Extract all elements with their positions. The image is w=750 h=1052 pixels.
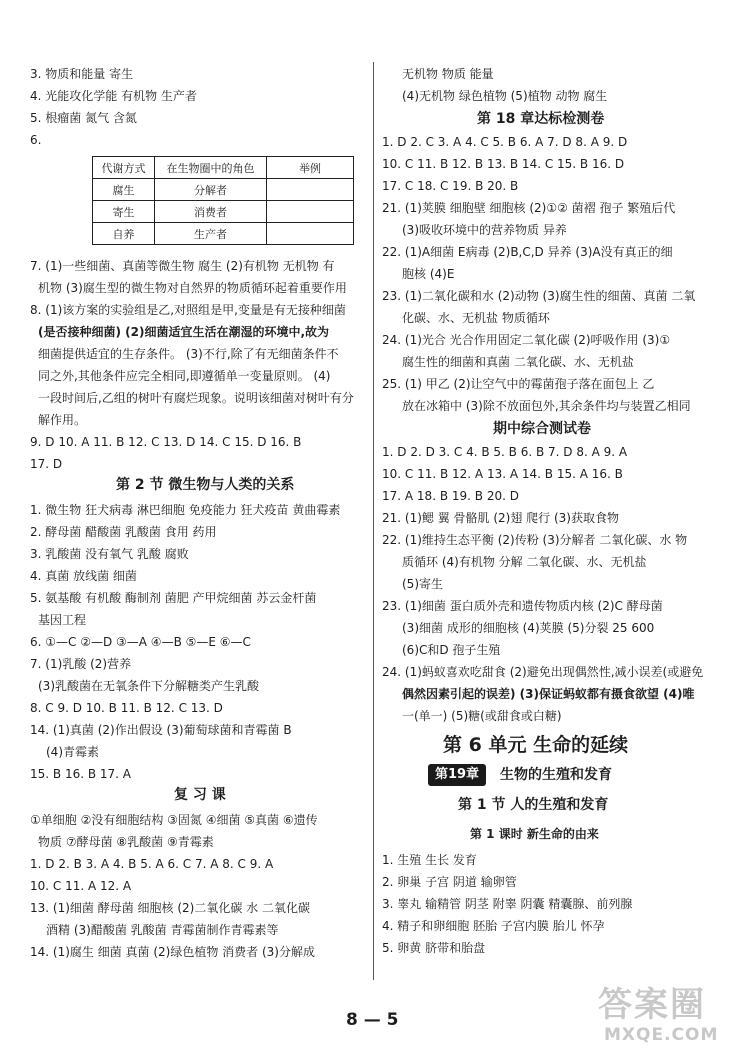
answer-line: 1. D 2. C 3. A 4. C 5. B 6. A 7. D 8. A 9. D bbox=[382, 135, 628, 149]
answer-line: 基因工程 bbox=[38, 613, 87, 627]
table-cell bbox=[267, 179, 354, 201]
answer-line: 解作用。 bbox=[38, 413, 87, 427]
answer-line: 4. 光能攻化学能 有机物 生产者 bbox=[30, 89, 197, 103]
unit-title: 第 6 单元 生命的延续 bbox=[443, 734, 629, 756]
answer-line: 4. 精子和卵细胞 胚胎 子宫内膜 胎儿 怀孕 bbox=[382, 919, 605, 933]
table-cell bbox=[267, 201, 354, 223]
answer-line: 1. D 2. B 3. A 4. B 5. A 6. C 7. A 8. C 9. A bbox=[30, 857, 274, 871]
table-header-cell: 代谢方式 bbox=[93, 157, 155, 179]
answer-line: 10. C 11. B 12. B 13. B 14. C 15. B 16. D bbox=[382, 157, 625, 171]
answer-line: 机物 (3)腐生型的微生物对自然界的物质循环起着重要作用 bbox=[38, 281, 347, 295]
table-cell bbox=[267, 223, 354, 245]
column-divider bbox=[373, 62, 374, 980]
answer-line: 酒精 (3)醋酸菌 乳酸菌 青霉菌制作青霉素等 bbox=[46, 923, 279, 937]
table-row bbox=[93, 201, 354, 223]
section-title: 第 2 节 微生物与人类的关系 bbox=[116, 477, 295, 493]
section-title: 第 18 章达标检测卷 bbox=[477, 111, 605, 127]
answer-line: 物质 ⑦酵母菌 ⑧乳酸菌 ⑨青霉素 bbox=[38, 835, 214, 849]
answer-line: 3. 物质和能量 寄生 bbox=[30, 67, 134, 81]
answer-line: 17. C 18. C 19. B 20. B bbox=[382, 179, 519, 193]
section-title: 第 1 节 人的生殖和发育 bbox=[458, 797, 609, 813]
table-cell: 分解者 bbox=[155, 179, 267, 201]
answer-line: (5)寄生 bbox=[402, 577, 443, 591]
answer-line: 细菌提供适宜的生存条件。 (3)不行,除了有无细菌条件不 bbox=[38, 347, 339, 361]
answer-line: (3)吸收环境中的营养物质 异养 bbox=[402, 223, 567, 237]
answer-line: 22. (1)A细菌 E病毒 (2)B,C,D 异养 (3)A没有真正的细 bbox=[382, 245, 673, 259]
answer-line: 3. 睾丸 输精管 阴茎 附睾 阴囊 精囊腺、前列腺 bbox=[382, 897, 633, 911]
answer-line: 5. 氨基酸 有机酸 酶制剂 菌肥 产甲烷细菌 苏云金杆菌 bbox=[30, 591, 317, 605]
lesson-title: 第 1 课时 新生命的由来 bbox=[470, 827, 599, 841]
answer-line: 15. B 16. B 17. A bbox=[30, 767, 131, 781]
answer-line: 腐生性的细菌和真菌 二氧化碳、水、无机盐 bbox=[402, 355, 634, 369]
answer-line: 10. C 11. B 12. A 13. A 14. B 15. A 16. B bbox=[382, 467, 623, 481]
answer-line: (4)无机物 绿色植物 (5)植物 动物 腐生 bbox=[402, 89, 608, 103]
answer-line: (是否接种细菌) (2)细菌适宜生活在潮湿的环境中,故为 bbox=[38, 325, 330, 339]
table-row bbox=[93, 223, 354, 245]
answer-line: 6. ①—C ②—D ③—A ④—B ⑤—E ⑥—C bbox=[30, 635, 251, 649]
answer-line: ①单细胞 ②没有细胞结构 ③固氮 ④细菌 ⑤真菌 ⑥遗传 bbox=[30, 813, 318, 827]
answer-line: 22. (1)维持生态平衡 (2)传粉 (3)分解者 二氧化碳、水 物 bbox=[382, 533, 688, 547]
answer-line: 5. 根瘤菌 氮气 含氮 bbox=[30, 111, 137, 125]
answer-line: (4)青霉素 bbox=[46, 745, 99, 759]
answer-line: 2. 酵母菌 醋酸菌 乳酸菌 食用 药用 bbox=[30, 525, 217, 539]
section-title: 期中综合测试卷 bbox=[493, 421, 591, 437]
chapter-badge: 第19章 bbox=[428, 764, 486, 786]
answer-line: 17. D bbox=[30, 457, 63, 471]
watermark-url: MXQE.COM bbox=[604, 1025, 719, 1045]
table-cell: 生产者 bbox=[155, 223, 267, 245]
answer-line: 3. 乳酸菌 没有氧气 乳酸 腐败 bbox=[30, 547, 189, 561]
answer-line: 化碳、水、无机盐 物质循环 bbox=[402, 311, 550, 325]
table-header-row bbox=[93, 157, 354, 179]
watermark-logo bbox=[592, 985, 742, 1047]
answer-line: 8. (1)该方案的实验组是乙,对照组是甲,变量是有无接种细菌 bbox=[30, 303, 346, 317]
answer-line: 同之外,其他条件应完全相同,即遵循单一变量原则。 (4) bbox=[38, 369, 331, 383]
answer-line: 胞核 (4)E bbox=[402, 267, 455, 281]
answer-line: 23. (1)二氧化碳和水 (2)动物 (3)腐生性的细菌、真菌 二氧 bbox=[382, 289, 696, 303]
answer-line: 23. (1)细菌 蛋白质外壳和遗传物质内核 (2)C 酵母菌 bbox=[382, 599, 663, 613]
answer-line: 一段时间后,乙组的树叶有腐烂现象。说明该细菌对树叶有分 bbox=[38, 391, 354, 405]
answer-line: 7. (1)一些细菌、真菌等微生物 腐生 (2)有机物 无机物 有 bbox=[30, 259, 335, 273]
metabolism-table bbox=[92, 156, 354, 245]
answer-line: 21. (1)荚膜 细胞壁 细胞核 (2)①② 菌褶 孢子 繁殖后代 bbox=[382, 201, 676, 215]
answer-line: 10. C 11. A 12. A bbox=[30, 879, 132, 893]
answer-line: 9. D 10. A 11. B 12. C 13. D 14. C 15. D 16. B bbox=[30, 435, 302, 449]
answer-line: 5. 卵黄 脐带和胎盘 bbox=[382, 941, 486, 955]
answer-line: (6)C和D 孢子生殖 bbox=[402, 643, 501, 657]
table-cell: 寄生 bbox=[93, 201, 155, 223]
answer-line: 14. (1)腐生 细菌 真菌 (2)绿色植物 消费者 (3)分解成 bbox=[30, 945, 315, 959]
page-number: 8 — 5 bbox=[346, 1010, 399, 1030]
answer-line: 25. (1) 甲乙 (2)让空气中的霉菌孢子落在面包上 乙 bbox=[382, 377, 655, 391]
table-cell: 消费者 bbox=[155, 201, 267, 223]
answer-line: 13. (1)细菌 酵母菌 细胞核 (2)二氧化碳 水 二氧化碳 bbox=[30, 901, 310, 915]
answer-line: 放在冰箱中 (3)除不放面包外,其余条件均与装置乙相同 bbox=[402, 399, 691, 413]
answer-line: 1. D 2. D 3. C 4. B 5. B 6. B 7. D 8. A 9. A bbox=[382, 445, 628, 459]
answer-line: 21. (1)鳃 翼 骨骼肌 (2)翅 爬行 (3)获取食物 bbox=[382, 511, 619, 525]
table-header-cell: 举例 bbox=[267, 157, 354, 179]
answer-line: 6. bbox=[30, 133, 42, 147]
answer-line: 2. 卵巢 子宫 阴道 输卵管 bbox=[382, 875, 517, 889]
watermark-text: 答案圈 bbox=[598, 985, 706, 1025]
answer-line: 7. (1)乳酸 (2)营养 bbox=[30, 657, 132, 671]
table-header-cell: 在生物圈中的角色 bbox=[155, 157, 267, 179]
answer-line: 8. C 9. D 10. B 11. B 12. C 13. D bbox=[30, 701, 223, 715]
table-cell: 腐生 bbox=[93, 179, 155, 201]
table-cell: 自养 bbox=[93, 223, 155, 245]
answer-line: (3)乳酸菌在无氧条件下分解糖类产生乳酸 bbox=[38, 679, 259, 693]
answer-line: 一(单一) (5)糖(或甜食或白糖) bbox=[402, 709, 562, 723]
section-title: 复 习 课 bbox=[174, 787, 226, 803]
chapter-title: 生物的生殖和发育 bbox=[500, 767, 612, 783]
answer-line: 14. (1)真菌 (2)作出假设 (3)葡萄球菌和青霉菌 B bbox=[30, 723, 292, 737]
answer-line: 24. (1)光合 光合作用固定二氧化碳 (2)呼吸作用 (3)① bbox=[382, 333, 671, 347]
answer-line: 质循环 (4)有机物 分解 二氧化碳、水、无机盐 bbox=[402, 555, 647, 569]
answer-line: (3)细菌 成形的细胞核 (4)荚膜 (5)分裂 25 600 bbox=[402, 621, 655, 635]
table-row bbox=[93, 179, 354, 201]
answer-line: 4. 真菌 放线菌 细菌 bbox=[30, 569, 137, 583]
answer-line: 1. 生殖 生长 发育 bbox=[382, 853, 477, 867]
answer-line: 偶然因素引起的误差) (3)保证蚂蚁都有摄食欲望 (4)唯 bbox=[402, 687, 695, 701]
answer-line: 1. 微生物 狂犬病毒 淋巴细胞 免疫能力 狂犬疫苗 黄曲霉素 bbox=[30, 503, 341, 517]
answer-line: 17. A 18. B 19. B 20. D bbox=[382, 489, 519, 503]
answer-line: 24. (1)蚂蚁喜欢吃甜食 (2)避免出现偶然性,减小误差(或避免 bbox=[382, 665, 704, 679]
answer-line: 无机物 物质 能量 bbox=[402, 67, 494, 81]
